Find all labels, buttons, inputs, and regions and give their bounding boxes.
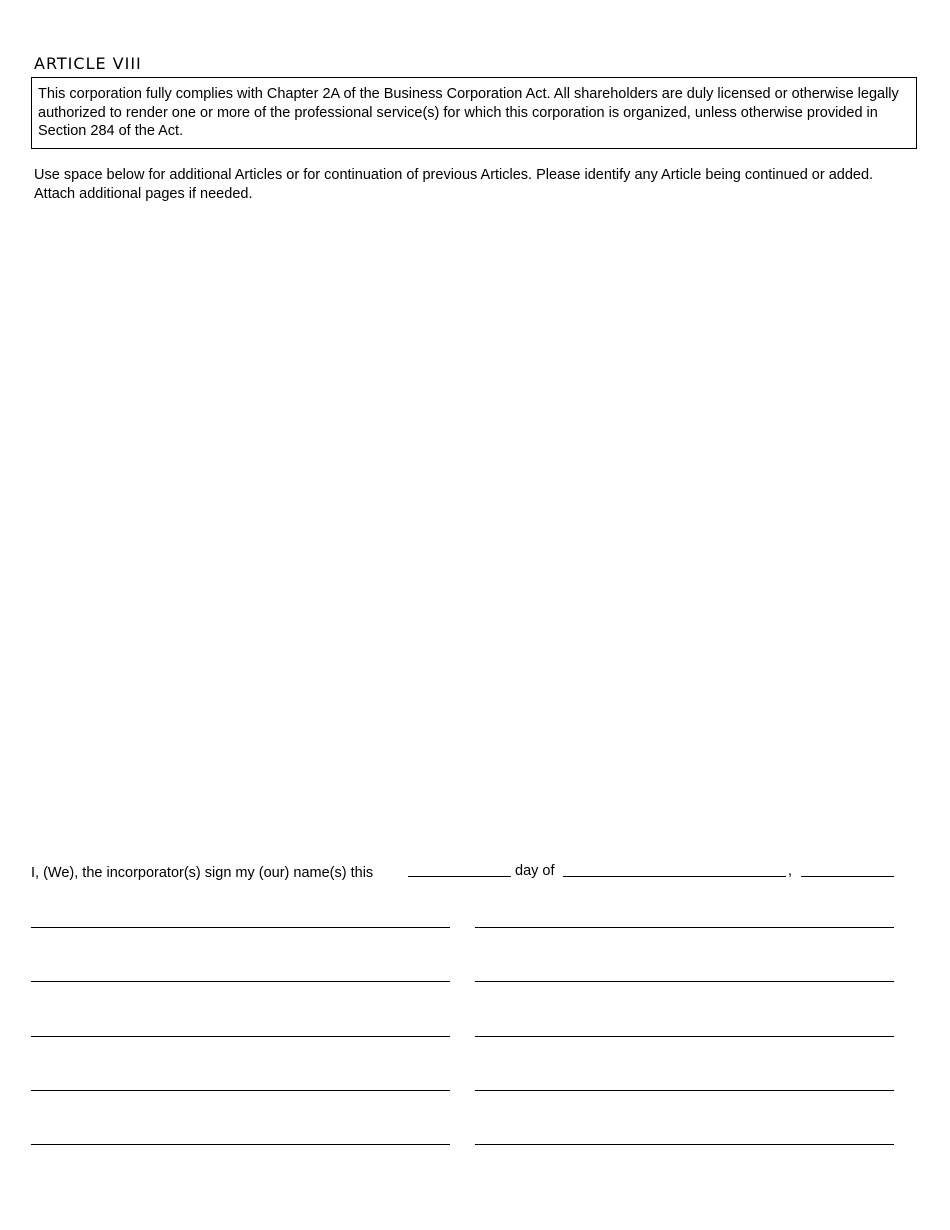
year-blank[interactable] xyxy=(801,876,894,877)
signature-line-left-3[interactable] xyxy=(31,1036,450,1037)
signature-line-left-4[interactable] xyxy=(31,1090,450,1091)
incorporator-statement: I, (We), the incorporator(s) sign my (our) name(s) this xyxy=(31,865,374,881)
signature-line-right-5[interactable] xyxy=(475,1144,894,1145)
day-of-label: day of xyxy=(515,863,555,879)
signature-line-right-2[interactable] xyxy=(475,981,894,982)
signature-line-left-5[interactable] xyxy=(31,1144,450,1145)
article-heading: ARTICLE VIII xyxy=(34,54,142,73)
additional-articles-space[interactable] xyxy=(31,210,917,840)
month-blank[interactable] xyxy=(563,876,786,877)
signature-line-right-1[interactable] xyxy=(475,927,894,928)
signature-line-right-4[interactable] xyxy=(475,1090,894,1091)
signature-line-left-1[interactable] xyxy=(31,927,450,928)
comma-separator: , xyxy=(788,863,793,879)
signature-line-right-3[interactable] xyxy=(475,1036,894,1037)
article-body-text: This corporation fully complies with Chapter 2A of the Business Corporation Act. All shareholders are duly licensed or otherwise legally authorized to render one or more of the professional service(s) for which this corporation is organized, unless otherwise provided in Section 284 of the Act. xyxy=(38,86,899,139)
article-text-box xyxy=(31,77,917,149)
day-blank[interactable] xyxy=(408,876,511,877)
instructions-text: Use space below for additional Articles or for continuation of previous Articles. Please identify any Article being continued or added. Attach additional pages if needed. xyxy=(34,167,874,202)
signature-line-left-2[interactable] xyxy=(31,981,450,982)
